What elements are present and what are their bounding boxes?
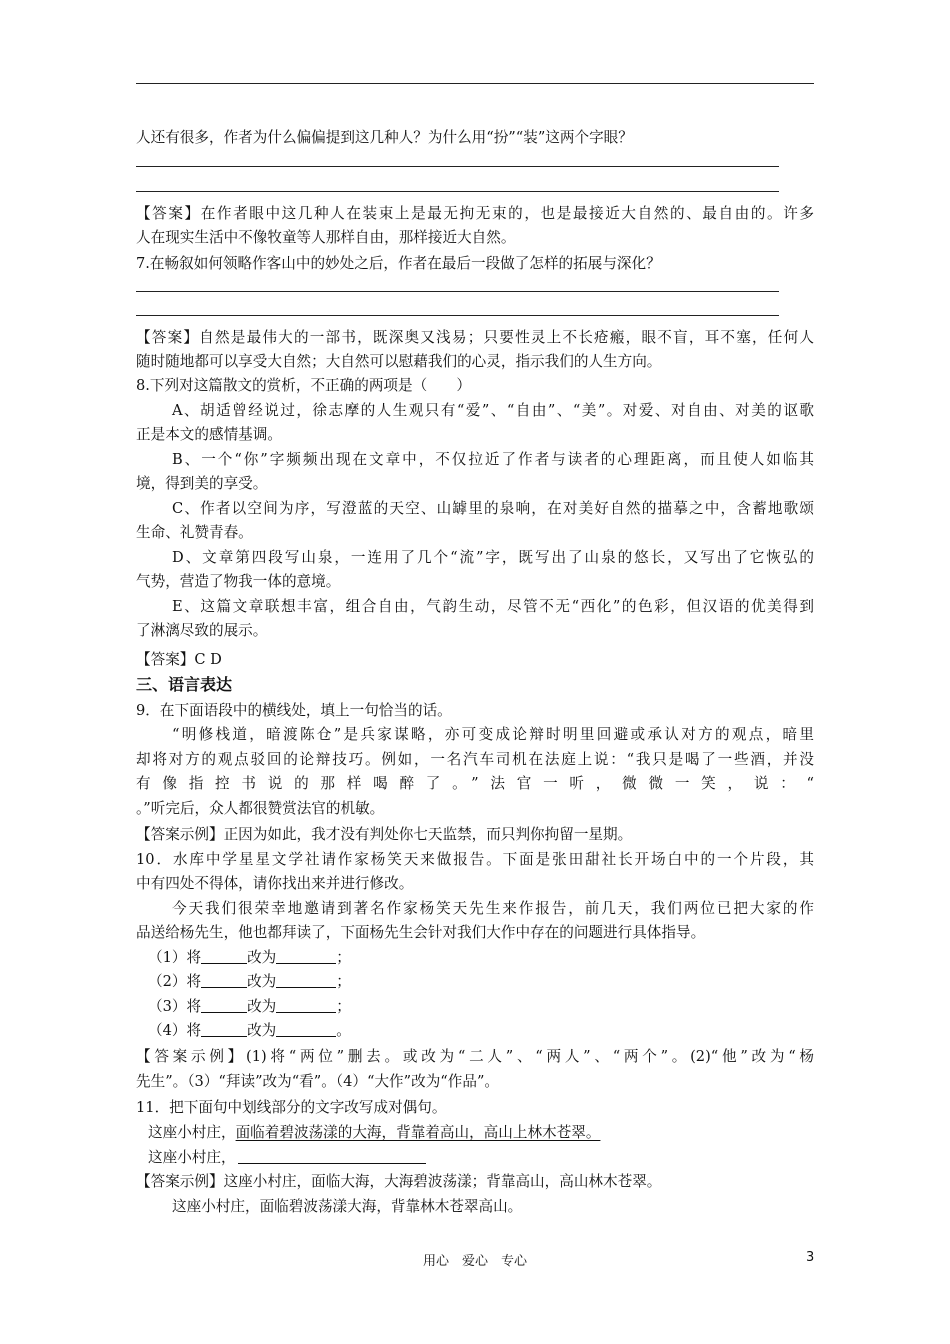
page-number: 3 bbox=[806, 1250, 815, 1265]
q11-answer: 【答案示例】这座小村庄，面临大海，大海碧波荡漾；背靠高山，高山林木苍翠。 bbox=[136, 1173, 662, 1190]
fill-blank[interactable] bbox=[201, 973, 247, 988]
q9-passage: “明修栈道，暗渡陈仓”是兵家谋略，亦可变成论辩时明里回避或承认对方的观点，暗里 bbox=[172, 726, 814, 743]
fill-blank[interactable] bbox=[201, 949, 247, 964]
fill-blank[interactable] bbox=[201, 1022, 247, 1037]
fill-item: （3）将 改为 ； bbox=[148, 998, 351, 1015]
q10-answer-cont: 先生”。（3）“拜读”改为“看”。（4）“大作”改为“作品”。 bbox=[136, 1073, 499, 1090]
fill-blank[interactable] bbox=[276, 1022, 336, 1037]
footer-motto: 用心 爱心 专心 bbox=[422, 1254, 527, 1269]
q9-passage-cont: 有像指控书说的那样喝醉了。”法官一听，微微一笑，说：“ bbox=[136, 775, 814, 792]
q9-answer: 【答案示例】正因为如此，我才没有判处你七天监禁，而只判你拘留一星期。 bbox=[136, 826, 633, 843]
answer-blank-line bbox=[136, 315, 779, 316]
q11-text: 11．把下面句中划线部分的文字改写成对偶句。 bbox=[136, 1099, 447, 1116]
q10-passage: 今天我们很荣幸地邀请到著名作家杨笑天先生来作报告，前几天，我们两位已把大家的作 bbox=[172, 900, 814, 917]
q7-answer-cont: 随时随地都可以享受大自然；大自然可以慰藉我们的心灵，指示我们的人生方向。 bbox=[136, 353, 662, 370]
q8-option-b: B、一个“你”字频频出现在文章中，不仅拉近了作者与读者的心理距离，而且使人如临其 bbox=[172, 451, 814, 468]
fill-blank[interactable] bbox=[276, 949, 336, 964]
q8-option-a: A、胡适曾经说过，徐志摩的人生观只有“爱”、“自由”、“美”。对爱、对自由、对美的讴歌 bbox=[172, 402, 814, 419]
q8-option-c: C、作者以空间为序，写澄蓝的天空、山罅里的泉响，在对美好自然的描摹之中，含蓄地歌颂 bbox=[172, 500, 814, 517]
answer-blank-line bbox=[136, 291, 779, 292]
q9-passage-cont: 却将对方的观点驳回的论辩技巧。例如，一名汽车司机在法庭上说：“我只是喝了一些酒，并没 bbox=[136, 751, 814, 768]
fill-blank[interactable] bbox=[276, 973, 336, 988]
q10-text: 10．水库中学星星文学社请作家杨笑天来做报告。下面是张田甜社长开场白中的一个片段，其 bbox=[136, 851, 814, 868]
q6-answer: 【答案】在作者眼中这几种人在装束上是最无拘无束的，也是最接近大自然的、最自由的。许多 bbox=[136, 205, 814, 222]
fill-blank[interactable] bbox=[276, 998, 336, 1013]
q8-option-b-cont: 境，得到美的享受。 bbox=[136, 475, 268, 492]
q8-option-a-cont: 正是本文的感情基调。 bbox=[136, 426, 282, 443]
fill-item: （4）将 改为 。 bbox=[148, 1022, 351, 1039]
q8-option-c-cont: 生命、礼赞青春。 bbox=[136, 524, 253, 541]
q7-text: 7.在畅叙如何领略作客山中的妙处之后，作者在最后一段做了怎样的拓展与深化？ bbox=[136, 255, 661, 272]
q8-option-d: D、文章第四段写山泉，一连用了几个“流”字，既写出了山泉的悠长，又写出了它恢弘的 bbox=[172, 549, 814, 566]
q6-answer-cont: 人在现实生活中不像牧童等人那样自由，那样接近大自然。 bbox=[136, 229, 516, 246]
fill-blank[interactable] bbox=[201, 998, 247, 1013]
q10-text-cont: 中有四处不得体，请你找出来并进行修改。 bbox=[136, 875, 414, 892]
answer-blank-line bbox=[136, 166, 779, 167]
q6-text: 人还有很多，作者为什么偏偏提到这几种人？为什么用“扮”“装”这两个字眼？ bbox=[136, 129, 633, 146]
q8-answer: 【答案】C D bbox=[136, 651, 222, 668]
q8-option-e: E、这篇文章联想丰富，组合自由，气韵生动，尽管不无“西化”的色彩，但汉语的优美得到 bbox=[172, 598, 815, 615]
header-rule bbox=[136, 83, 814, 84]
q7-answer: 【答案】自然是最伟大的一部书，既深奥又浅易；只要性灵上不长疮瘢，眼不盲，耳不塞，任何人 bbox=[136, 329, 814, 346]
q9-passage-end: 。”听完后，众人都很赞赏法官的机敏。 bbox=[136, 800, 385, 817]
q11-answer-alt: 这座小村庄，面临碧波荡漾大海，背靠林木苍翠高山。 bbox=[172, 1198, 523, 1215]
q10-answer: 【答案示例】(1)将“两位”删去。或改为“二人”、“两人”、“两个”。(2)“他”改为“杨 bbox=[136, 1048, 814, 1065]
fill-blank[interactable] bbox=[238, 1149, 426, 1164]
fill-item: （2）将 改为 ； bbox=[148, 973, 351, 990]
underlined-phrase: 面临着碧波荡漾的大海，背靠着高山，高山上林木苍翠。 bbox=[235, 1124, 601, 1141]
section-heading: 三、语言表达 bbox=[136, 675, 233, 694]
answer-blank-line bbox=[136, 191, 779, 192]
q8-option-e-cont: 了淋漓尽致的展示。 bbox=[136, 622, 268, 639]
q8-option-d-cont: 气势，营造了物我一体的意境。 bbox=[136, 573, 341, 590]
q11-sentence: 这座小村庄，面临着碧波荡漾的大海，背靠着高山，高山上林木苍翠。 bbox=[148, 1124, 601, 1141]
q10-passage-cont: 品送给杨先生，他也都拜读了，下面杨先生会针对我们大作中存在的问题进行具体指导。 bbox=[136, 924, 706, 941]
fill-item: （1）将 改为 ； bbox=[148, 949, 351, 966]
q8-text: 8.下列对这篇散文的赏析，不正确的两项是（ ） bbox=[136, 377, 471, 394]
q11-fill: 这座小村庄， bbox=[148, 1148, 426, 1168]
q9-text: 9．在下面语段中的横线处，填上一句恰当的话。 bbox=[136, 702, 452, 719]
